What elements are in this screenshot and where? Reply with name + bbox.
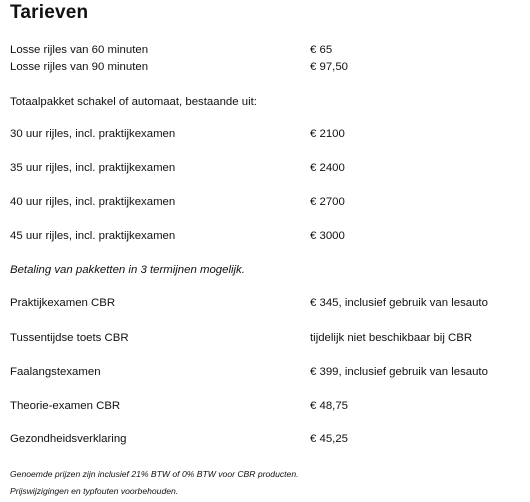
price-label: Losse rijles van 60 minuten — [10, 44, 149, 56]
price-value: € 399, inclusief gebruik van lesauto — [310, 366, 488, 378]
price-value: € 2700 — [310, 196, 345, 208]
price-value: tijdelijk niet beschikbaar bij CBR — [310, 332, 473, 344]
price-label: Tussentijdse toets CBR — [10, 332, 129, 344]
footnote-disclaimer: Prijswijzigingen en typfouten voorbehouden. — [10, 486, 179, 496]
page-title: Tarieven — [10, 2, 89, 23]
price-label: Praktijkexamen CBR — [10, 297, 116, 309]
footnote-vat: Genoemde prijzen zijn inclusief 21% BTW of 0% BTW voor CBR producten. — [10, 469, 299, 479]
payment-note: Betaling van pakketten in 3 termijnen mogelijk. — [10, 264, 245, 276]
price-value: € 97,50 — [310, 61, 349, 73]
price-value: € 2400 — [310, 162, 345, 174]
price-label: Faalangstexamen — [10, 366, 101, 378]
price-label: 45 uur rijles, incl. praktijkexamen — [10, 230, 176, 242]
price-value: € 48,75 — [310, 400, 349, 412]
price-label: 40 uur rijles, incl. praktijkexamen — [10, 196, 176, 208]
price-label: 30 uur rijles, incl. praktijkexamen — [10, 128, 176, 140]
price-label: Theorie-examen CBR — [10, 400, 121, 412]
price-value: € 65 — [310, 44, 333, 56]
price-label: 35 uur rijles, incl. praktijkexamen — [10, 162, 176, 174]
price-value: € 3000 — [310, 230, 345, 242]
price-value: € 2100 — [310, 128, 345, 140]
package-intro: Totaalpakket schakel of automaat, bestaande uit: — [10, 96, 257, 108]
price-value: € 345, inclusief gebruik van lesauto — [310, 297, 488, 309]
price-value: € 45,25 — [310, 433, 349, 445]
price-label: Gezondheidsverklaring — [10, 433, 127, 445]
price-label: Losse rijles van 90 minuten — [10, 61, 149, 73]
